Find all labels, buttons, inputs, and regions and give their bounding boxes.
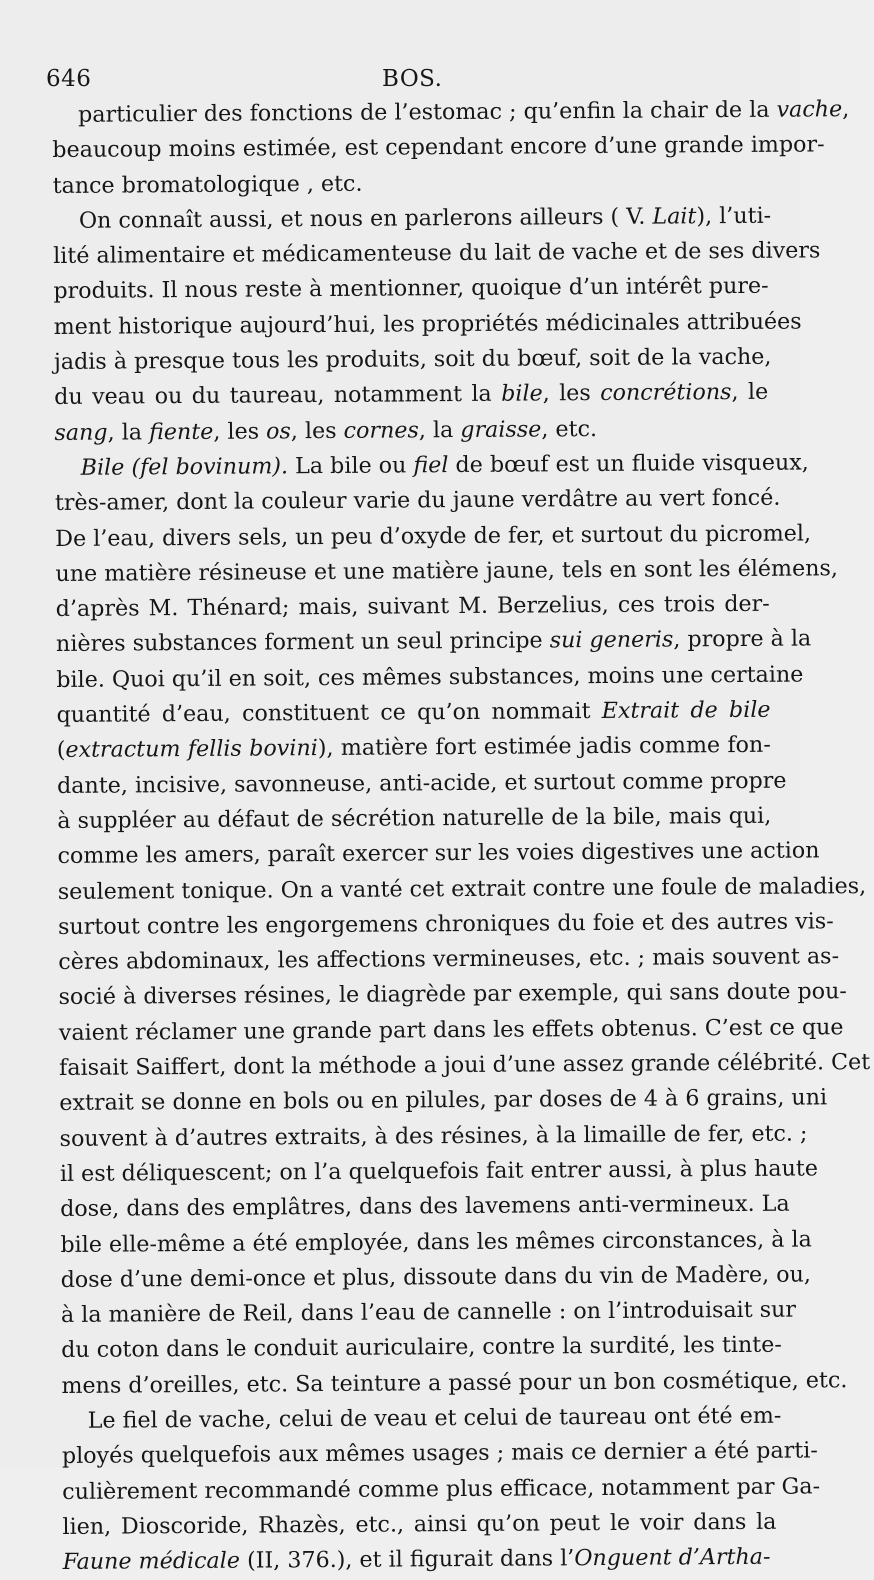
italic-term: Bile (fel bovinum). (80, 453, 289, 481)
text-run: faisait Saiffert, dont la méthode a joui d’une assez grande célébrité. Cet (59, 1049, 871, 1081)
italic-term: graisse (460, 416, 542, 443)
text-run: mens d’oreilles, etc. Sa teinture a passé pour un bon cosmétique, etc. (61, 1366, 848, 1399)
page-header (46, 58, 766, 98)
italic-term: Lait (652, 203, 697, 230)
text-line (63, 1540, 777, 1580)
text-line (54, 481, 781, 522)
text-line (60, 1258, 812, 1299)
text-run: du veau ou du taureau, notamment la (54, 381, 502, 411)
text-line (52, 128, 825, 169)
paragraph (54, 446, 871, 1404)
italic-term: os (266, 417, 291, 445)
text-run: Le fiel de vache, celui de veau et celui de taureau ont été em- (87, 1402, 782, 1434)
text-run: quantité d’eau, constituent ce qu’on nommait (56, 698, 602, 729)
text-run: , la (107, 418, 150, 446)
text-line (62, 1505, 776, 1546)
text-run: ), matière fort estimée jadis comme fon- (317, 732, 771, 762)
text-line (52, 93, 850, 134)
italic-term: Extrait de bile (601, 696, 771, 725)
text-line (59, 1152, 818, 1193)
text-run: à la manière de Reil, dans l’eau de cannelle : on l’introduisait sur (60, 1296, 797, 1329)
text-run: lité alimentaire et médicamenteuse du lait de vache et de ses divers (53, 237, 821, 270)
text-line (53, 199, 772, 240)
text-run: vaient réclamer une grande part dans les effets obtenus. C’est ce que (58, 1013, 844, 1046)
text-run: lien, Dioscoride, Rhazès, etc., ainsi qu’on peut le voir dans la (62, 1508, 777, 1540)
text-line (53, 163, 767, 204)
text-run: souvent à d’autres extraits, à des résines, à la limaille de fer, etc. ; (59, 1120, 808, 1152)
text-run: cères abdominaux, les affections vermineuses, etc. ; mais souvent as- (58, 943, 840, 976)
text-run: tance bromatologique , etc. (52, 170, 363, 199)
text-run: très-amer, dont la couleur varie du jaune verdâtre au vert foncé. (54, 484, 781, 517)
text-line (55, 552, 839, 593)
italic-term: bile (501, 380, 543, 408)
text-line (56, 763, 787, 804)
text-run: comme les amers, paraît exercer sur les voies digestives une action (57, 837, 820, 870)
text-line (58, 975, 847, 1016)
text-run: du coton dans le conduit auriculaire, contre la surdité, les tinte- (61, 1332, 782, 1364)
text-line (54, 410, 768, 451)
paragraph (53, 199, 821, 451)
text-line (58, 940, 840, 981)
text-line (55, 516, 812, 557)
text-line (58, 1010, 844, 1051)
text-line (60, 1187, 790, 1228)
paragraph (61, 1399, 821, 1580)
text-line (57, 799, 771, 840)
text-run: bile elle-même a été employée, dans les mêmes circonstances, à la (60, 1225, 812, 1258)
text-line (53, 340, 772, 381)
text-run: particulier des fonctions de l’estomac ; qu’enfin la chair de la (78, 96, 777, 128)
italic-term: fiel (413, 452, 449, 479)
italic-term: concrétions (600, 379, 732, 407)
text-run: , etc. (541, 415, 598, 443)
italic-term: extractum fellis bovini (65, 735, 318, 764)
text-run: , les (290, 417, 344, 444)
text-line (53, 305, 802, 346)
text-line (54, 375, 768, 416)
text-line (55, 622, 812, 663)
text-run: De l’eau, divers sels, un peu d’oxyde de fer, et surtout du picromel, (55, 520, 812, 552)
text-run: , le (731, 379, 769, 406)
text-line (60, 1222, 812, 1263)
text-run: socié à diverses résines, le diagrède par exemple, qui sans doute pou- (58, 978, 847, 1011)
italic-term: Onguent d’Artha- (574, 1543, 771, 1572)
text-run: seulement tonique. On a vanté cet extrait contre une foule de maladies, (57, 872, 867, 905)
text-run: à suppléer au défaut de sécrétion naturelle de la bile, mais qui, (57, 802, 772, 834)
text-run: , les (213, 418, 267, 445)
paragraph (52, 93, 850, 204)
text-run: dose, dans des emplâtres, dans des lavemens anti-vermineux. La (60, 1190, 790, 1223)
article-body (52, 93, 871, 1580)
text-line (56, 693, 770, 734)
text-run: jadis à presque tous les produits, soit du bœuf, soit de la vache, (53, 343, 772, 376)
text-run: nières substances forment un seul principe (55, 627, 550, 658)
text-line (53, 269, 767, 310)
text-run: La bile ou (287, 452, 414, 480)
italic-term: sang (54, 419, 108, 446)
text-run: surtout contre les engorgemens chroniques du foie et des autres vis- (57, 908, 834, 940)
text-line (61, 1328, 782, 1369)
text-line (61, 1363, 848, 1404)
text-run: de bœuf est un fluide visqueux, (448, 449, 809, 479)
italic-term: fiente (148, 418, 214, 445)
text-run: ment historique aujourd’hui, les propriétés médicinales attribuées (53, 308, 802, 340)
text-run: culièrement recommandé comme plus efficace, notamment par Ga- (62, 1472, 821, 1505)
text-line (62, 1399, 782, 1440)
text-line (57, 834, 820, 875)
text-run: bile. Quoi qu’il en soit, ces mêmes substances, moins une certaine (56, 661, 804, 693)
text-run: , (842, 96, 850, 123)
text-line (57, 869, 867, 910)
italic-term: sui generis (549, 626, 674, 654)
text-line (59, 1081, 828, 1122)
text-line (60, 1293, 797, 1334)
text-run: dose d’une demi-once et plus, dissoute dans du vin de Madère, ou, (60, 1261, 812, 1293)
text-line (57, 728, 771, 769)
running-head: BOS. (382, 66, 443, 92)
text-line (61, 1434, 818, 1475)
text-line (56, 587, 770, 628)
text-run: ployés quelquefois aux mêmes usages ; mais ce dernier a été parti- (61, 1437, 818, 1470)
text-line (53, 234, 821, 275)
text-run: une matière résineuse et une matière jaune, tels en sont les élémens, (55, 555, 839, 587)
page-number: 646 (46, 66, 92, 92)
text-run: , propre à la (673, 625, 812, 653)
text-line (59, 1046, 871, 1087)
text-run: , les (542, 380, 601, 407)
text-line (59, 1116, 808, 1157)
text-run: , la (418, 416, 461, 443)
text-run: ), l’uti- (696, 202, 772, 230)
text-run: On connaît aussi, et nous en parlerons ailleurs ( V. (78, 203, 653, 234)
text-run: ( (56, 737, 66, 764)
italic-term: Faune médicale (62, 1547, 241, 1576)
text-run: d’après M. Thénard; mais, suivant M. Berzelius, ces trois der- (55, 590, 770, 623)
italic-term: cornes (343, 416, 419, 444)
italic-term: vache (776, 96, 843, 123)
text-run: extrait se donne en bols ou en pilules, par doses de 4 à 6 grains, uni (59, 1084, 828, 1117)
text-run: dante, incisive, savonneuse, anti-acide, et surtout comme propre (56, 767, 787, 799)
text-run: produits. Il nous reste à mentionner, quoique d’un intérêt pure- (53, 273, 769, 305)
text-line (62, 1469, 821, 1510)
text-run: beaucoup moins estimée, est cependant encore d’une grande impor- (52, 131, 825, 164)
text-run: il est déliquescent; on l’a quelquefois fait entrer aussi, à plus haute (59, 1155, 818, 1187)
text-line (55, 446, 809, 487)
text-line (57, 905, 834, 946)
text-line (56, 658, 804, 699)
text-run: (II, 376.), et il figurait dans l’ (239, 1545, 575, 1574)
